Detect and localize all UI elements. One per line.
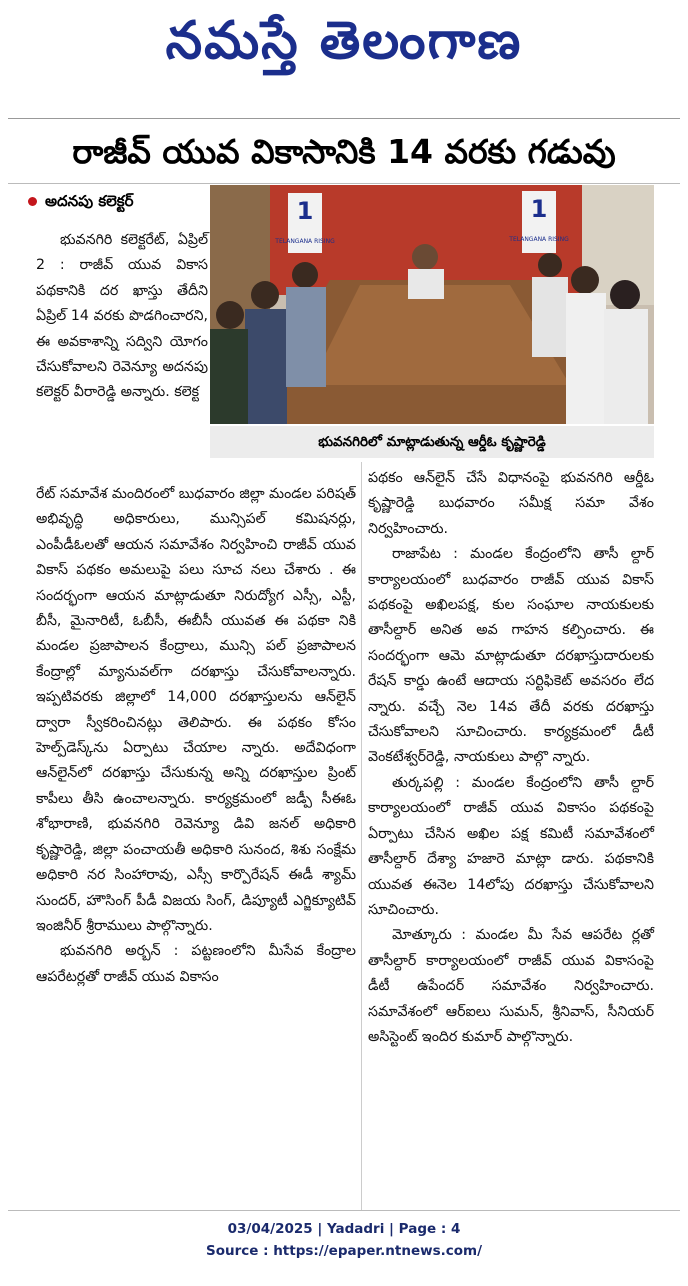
page-footer — [0, 1218, 688, 1262]
banner-text-left: TELANGANA RISING — [275, 238, 335, 245]
newspaper-title: నమస్తే తెలంగాణ — [165, 11, 523, 71]
top-divider — [8, 118, 680, 119]
banner-text-right: TELANGANA RISING — [509, 236, 569, 243]
banner-number-right: 1 — [530, 195, 548, 223]
urban-paragraph: భువనగిరి అర్బన్ : పట్టణంలోని మీసేవ కేంద్రాల ఆపరేటర్లతో రాజీవ్ యువ వికాసం — [36, 943, 356, 985]
byline — [28, 192, 134, 214]
intro-column — [36, 228, 208, 406]
byline-text: అదనపు కలెక్టర్ — [45, 192, 134, 210]
article-photo — [210, 185, 654, 424]
column-divider — [361, 462, 362, 1210]
body-paragraph-left: రేట్ సమావేశ మందిరంలో బుధవారం జిల్లా మండల పరిషత్ అభివృద్ధి అధికారులు, మున్సిపల్ కమిషనర్లు, ఎంపీడీఓలతో ఆయన సమావేశం నిర్వహించి రాజీవ్ యువ వికాస్ పథకం అమలుపై పలు సూచ నలు చేశారు . ఈ సందర్భంగా ఆయన మాట్లాడుతూ నిరుద్యోగ ఎస్సీ, ఎస్టీ, బీసీ, మైనారిటీ, ఓబీసీ, ఈబీసీ యువత ఈ పథకా నికి మండల ప్రజాపాలన కేంద్రాలు, మున్సి పల్ ప్రజాపాలన కేంద్రాల్లో మ్యానువల్‌గా దరఖాస్తు చేసుకోవాలన్నారు. ఇప్పటివరకు జిల్లాలో 14,000 దరఖాస్తులను ఆన్‌లైన్ ద్వారా స్వీకరించినట్లు తెలిపారు. ఈ పథకం కోసం హెల్ప్‌డెస్క్‌ను ఏర్పాటు చేయాల న్నారు. అదేవిధంగా ఆన్‌లైన్‌లో దరఖాస్తు చేసుకున్న అన్ని దరఖాస్తుల ప్రింట్ కాపీలు తీసి ఉంచాలన్నారు. కార్యక్రమంలో జడ్పీ సీఈఓ శోభారాణి, భువనగిరి రెవెన్యూ డివి జనల్ అధికారి కృష్ణారెడ్డి, జిల్లా పంచాయతీ అధికారి సునంద, శిశు సంక్షేమ అధికారి నర సింహారావు, ఎస్సీ కార్పొరేషన్ ఈడీ శ్యామ్ సుందర్, హౌసింగ్ పీడీ విజయ సింగ్, డిప్యూటీ ఎగ్జిక్యూటివ్ ఇంజినీర్ శ్రీరాములు పాల్గొన్నారు. — [36, 486, 356, 934]
article-headline: రాజీవ్ యువ వికాసానికి 14 వరకు గడువు — [72, 132, 616, 171]
masthead — [0, 0, 688, 80]
bullet-icon — [28, 197, 37, 206]
turkapalli-paragraph: తుర్కపల్లి : మండల కేంద్రంలోని తాసీ ల్దార్ కార్యాలయంలో రాజీవ్ యువ వికాసం పథకంపై ఏర్పాటు చేసిన అఖిల పక్ష కమిటీ సమావేశంలో తాసీల్దార్ దేశ్యా హజారె మాట్లా డారు. పథకానికి యువత ఈనెల 14లోపు దరఖాస్తు చేసుకోవాలని సూచించారు. — [368, 774, 654, 918]
meeting-photo-illustration — [210, 185, 654, 424]
intro-paragraph: భువనగిరి కలెక్టరేట్, ఏప్రిల్ 2 : రాజీవ్ యువ వికాస పథకానికి దర ఖాస్తు తేదీని ఏప్రిల్ 14 వరకు పొడగించారని, ఈ అవకాశాన్ని సద్విని యోగం చేసుకోవాలని రెవెన్యూ అదనపు కలెక్టర్ వీరారెడ్డి అన్నారు. కలెక్ట — [36, 232, 208, 401]
banner-number-left: 1 — [296, 197, 314, 225]
footer-source: Source : https://epaper.ntnews.com/ — [205, 1243, 483, 1259]
bottom-divider — [8, 1210, 680, 1211]
footer-date-page: 03/04/2025 | Yadadri | Page : 4 — [227, 1221, 461, 1237]
photo-caption: భువనగిరిలో మాట్లాడుతున్న ఆర్డీఓ కృష్ణారెడ్డి — [210, 426, 654, 458]
right-column — [368, 466, 654, 1050]
mothkur-paragraph: మోత్కూరు : మండల మీ సేవ ఆపరేట ర్లతో తాసీల్దార్ కార్యాలయంలో రాజీవ్ యువ వికాసంపై డీటీ ఉపేందర్ సమావేశం నిర్వహించారు. సమావేశంలో ఆర్ఐలు సుమన్, శ్రీనివాస్, సీనియర్ అసిస్టెంట్ ఇందిర కుమార్ పాల్గొన్నారు. — [368, 927, 654, 1045]
headline-divider — [8, 183, 680, 184]
left-column — [36, 482, 356, 990]
rajapet-paragraph: రాజాపేట : మండల కేంద్రంలోని తాసీ ల్దార్ కార్యాలయంలో బుధవారం రాజీవ్ యువ వికాస్ పథకంపై అఖిలపక్ష, కుల సంఘాల నాయకులకు తాసీల్దార్ అనిత అవ గాహన కల్పించారు. ఈ సందర్భంగా ఆమె మాట్లాడుతూ దరఖాస్తుదారులకు రేషన్ కార్డు ఉంటే ఆదాయ సర్టిఫికెట్ అవసరం లేద న్నారు. వచ్చే నెల 14వ తేదీ వరకు దరఖాస్తు చేసుకోవాలని సూచించారు. కార్యక్రమంలో డీటీ వెంకటేశ్వర్‌రెడ్డి, నాయకులు పాల్గొ న్నారు. — [368, 546, 654, 766]
continued-paragraph: పథకం ఆన్‌లైన్ చేసే విధానంపై భువనగిరి ఆర్డీఓ కృష్ణారెడ్డి బుధవారం సమీక్ష సమా వేశం నిర్వహించారు. — [368, 470, 654, 537]
